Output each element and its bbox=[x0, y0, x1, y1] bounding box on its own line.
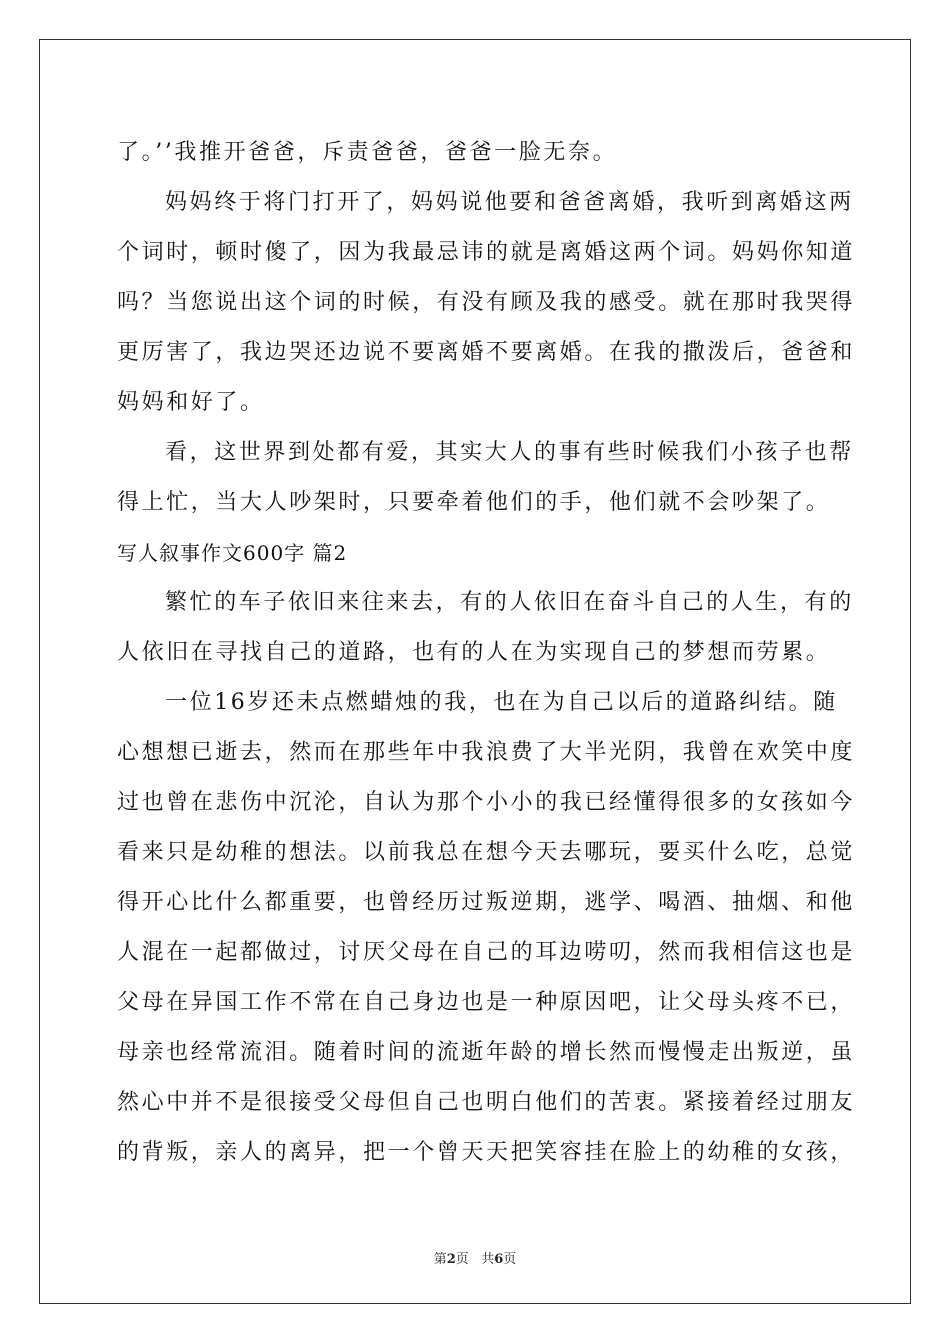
text-line: 看，这世界到处都有爱，其实大人的事有些时候我们小孩子也帮 bbox=[165, 440, 854, 465]
text-line: 吗？当您说出这个词的时候，有没有顾及我的感受。就在那时我哭得 bbox=[117, 290, 856, 315]
page-number-prefix: 第 bbox=[433, 1252, 447, 1267]
text-line: 的背叛，亲人的离异，把一个曾天天把笑容挂在脸上的幼稚的女孩， bbox=[117, 1140, 856, 1165]
text-line: 得上忙，当大人吵架时，只要牵着他们的手，他们就不会吵架了。 bbox=[117, 490, 831, 515]
text-line: 过也曾在悲伤中沉沦，自认为那个小小的我已经懂得很多的女孩如今 bbox=[117, 790, 856, 815]
total-pages-suffix: 页 bbox=[503, 1252, 517, 1267]
text-line: 个词时，顿时傻了，因为我最忌讳的就是离婚这两个词。妈妈你知道 bbox=[117, 240, 856, 265]
page-number-suffix: 页 bbox=[455, 1252, 469, 1267]
section-heading: 写人叙事作文600字 篇2 bbox=[117, 541, 348, 565]
text-line: 得开心比什么都重要，也曾经历过叛逆期，逃学、喝酒、抽烟、和他 bbox=[117, 890, 856, 915]
text-line: 人混在一起都做过，讨厌父母在自己的耳边唠叨，然而我相信这也是 bbox=[117, 940, 856, 965]
text-line: 妈妈终于将门打开了，妈妈说他要和爸爸离婚，我听到离婚这两 bbox=[165, 190, 854, 215]
text-line: 人依旧在寻找自己的道路，也有的人在为实现自己的梦想而劳累。 bbox=[117, 640, 831, 665]
text-line: 了。’’我推开爸爸，斥责爸爸，爸爸一脸无奈。 bbox=[117, 140, 618, 165]
document-body bbox=[117, 128, 856, 1178]
text-line: 繁忙的车子依旧来往来去，有的人依旧在奋斗自己的人生，有的 bbox=[165, 590, 854, 615]
text-line: 然心中并不是很接受父母但自己也明白他们的苦衷。紧接着经过朋友 bbox=[117, 1090, 856, 1115]
text-line: 看来只是幼稚的想法。以前我总在想今天去哪玩，要买什么吃，总觉 bbox=[117, 840, 856, 865]
text-line: 妈妈和好了。 bbox=[117, 390, 265, 415]
total-page-count: 6 bbox=[494, 1252, 504, 1267]
page-footer bbox=[0, 1248, 950, 1267]
text-line: 母亲也经常流泪。随着时间的流逝年龄的增长然而慢慢走出叛逆，虽 bbox=[117, 1040, 856, 1065]
total-pages-prefix: 共 bbox=[481, 1252, 495, 1267]
current-page-number: 2 bbox=[446, 1252, 456, 1267]
text-line: 更厉害了，我边哭还边说不要离婚不要离婚。在我的撒泼后，爸爸和 bbox=[117, 340, 856, 365]
text-line: 父母在异国工作不常在自己身边也是一种原因吧，让父母头疼不已， bbox=[117, 990, 856, 1015]
text-line: 一位16岁还未点燃蜡烛的我，也在为自己以后的道路纠结。随 bbox=[165, 690, 838, 715]
text-line: 心想想已逝去，然而在那些年中我浪费了大半光阴，我曾在欢笑中度 bbox=[117, 740, 856, 765]
